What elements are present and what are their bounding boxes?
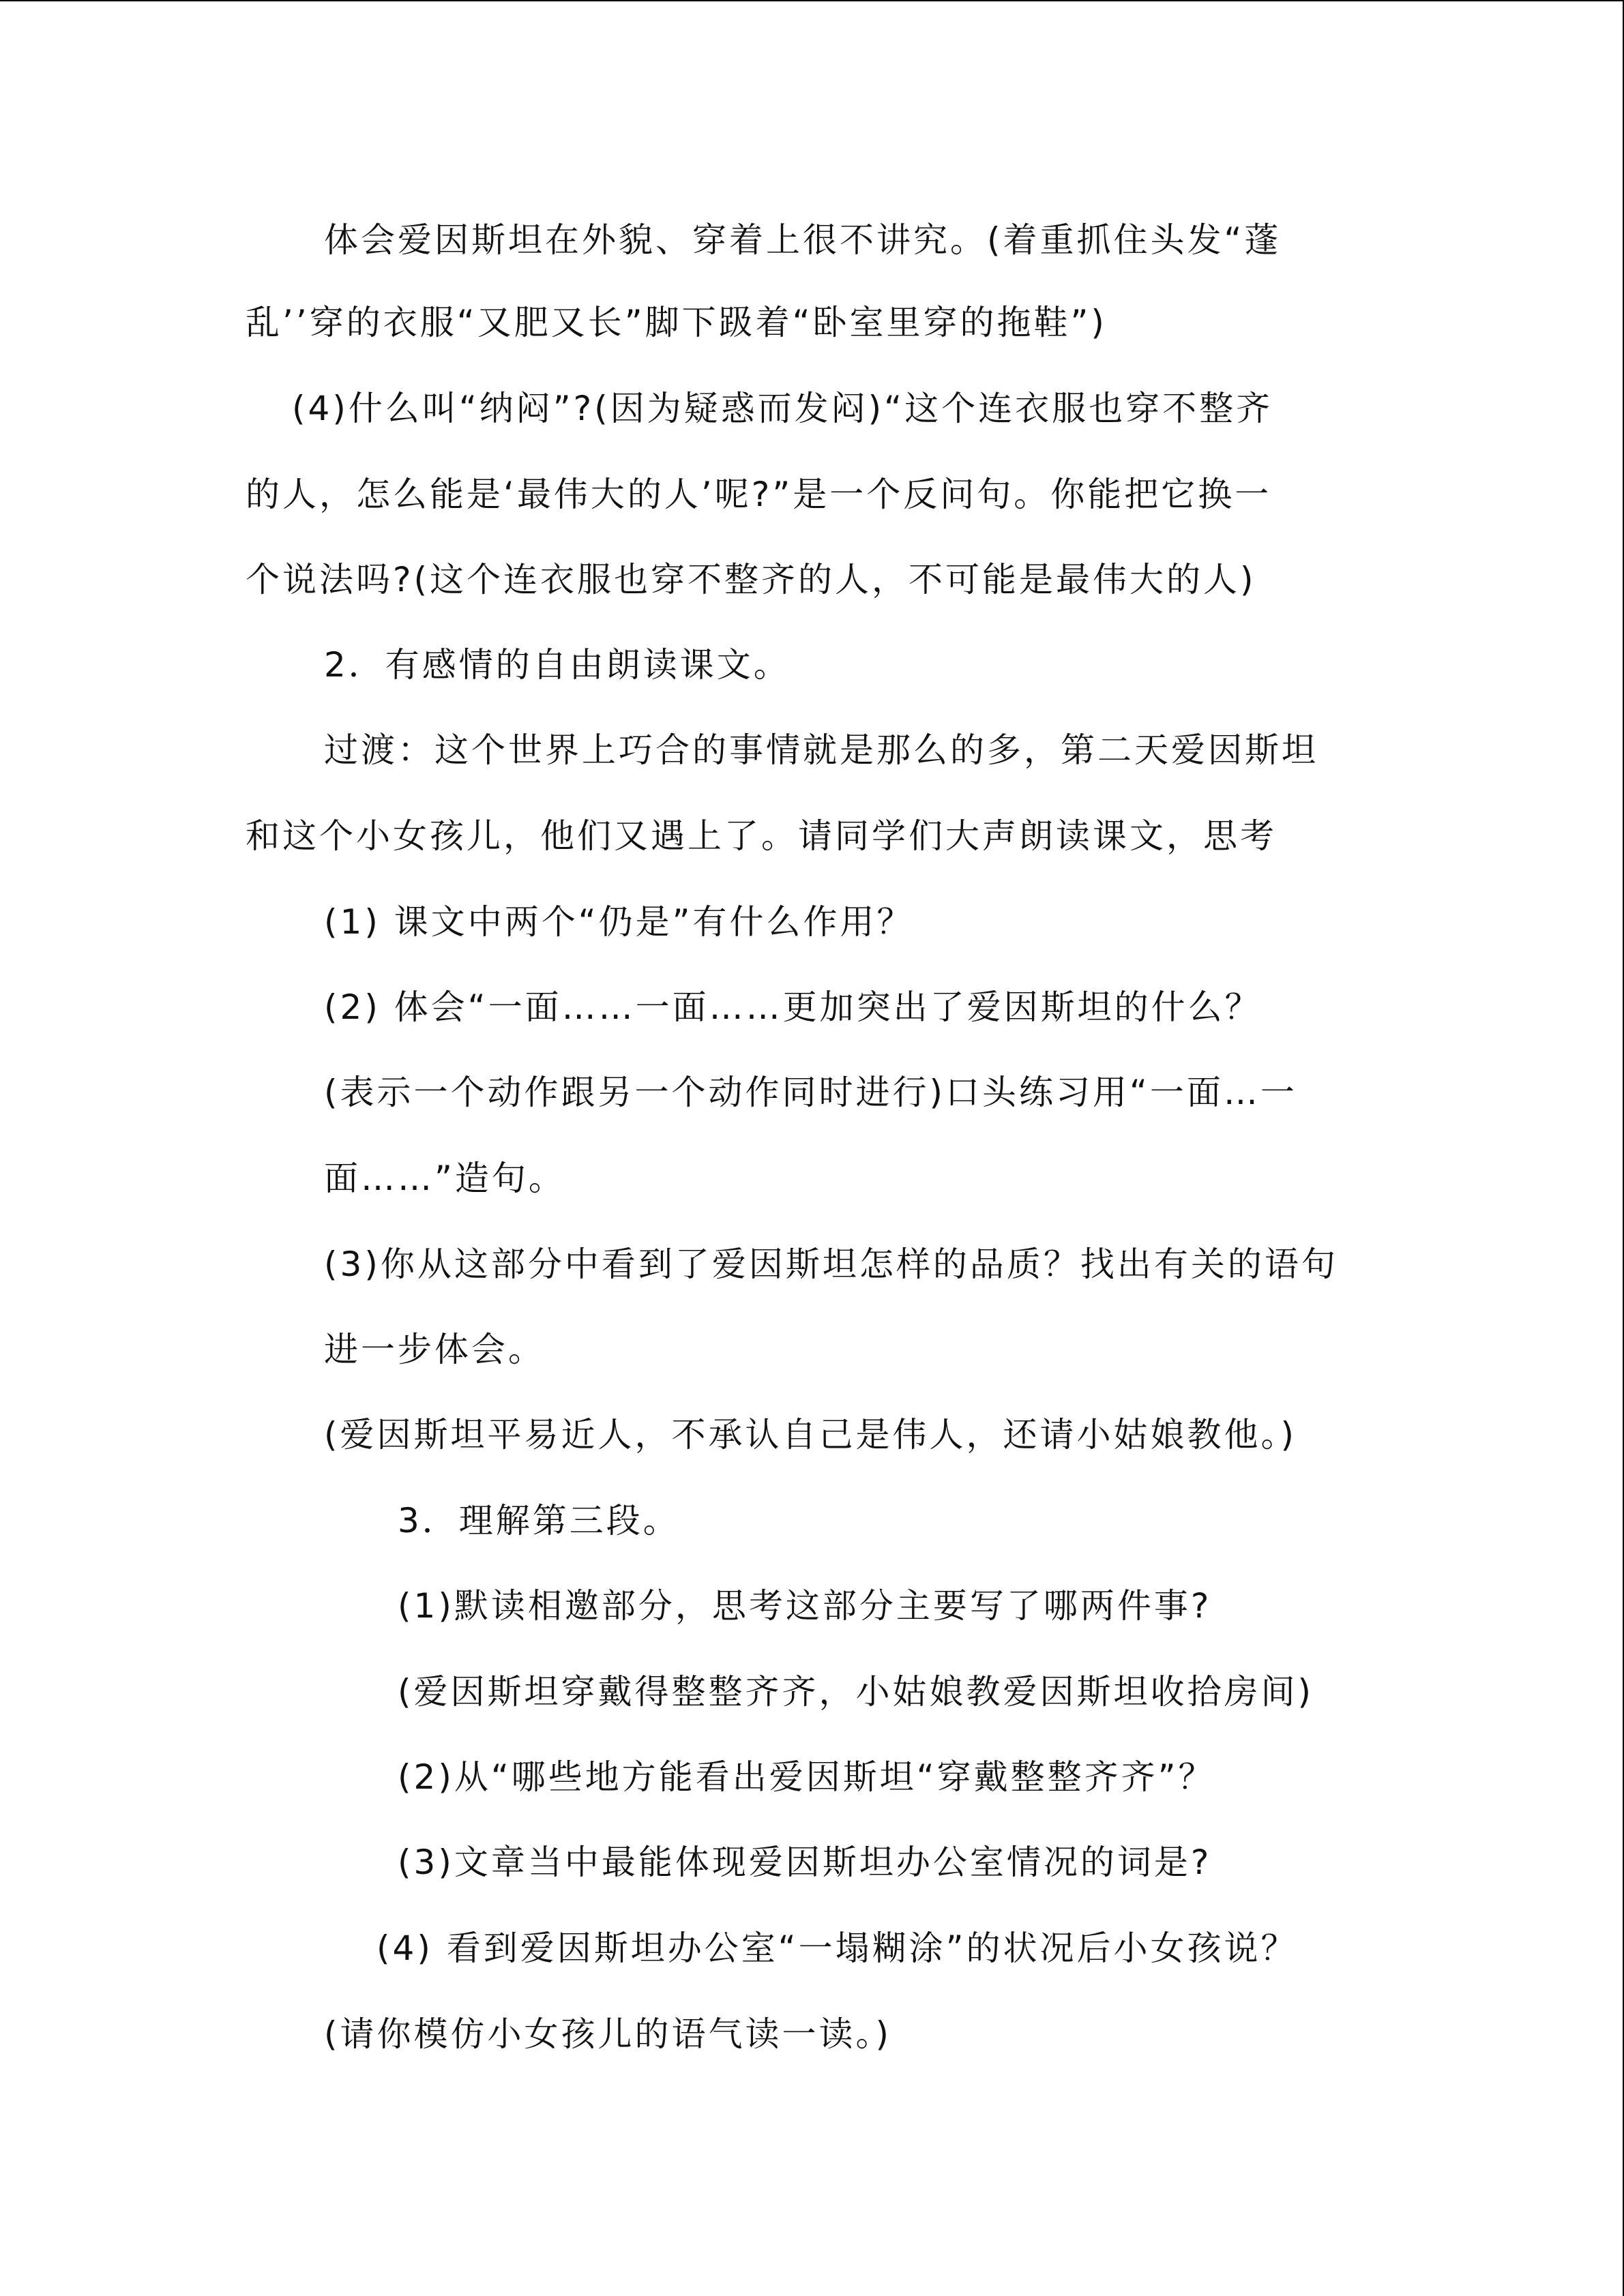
- text-line: 过渡：这个世界上巧合的事情就是那么的多，第二天爱因斯坦: [324, 730, 1318, 770]
- text-line: (3)文章当中最能体现爱因斯坦办公室情况的词是?: [398, 1843, 1212, 1882]
- text-line: (3)你从这部分中看到了爱因斯坦怎样的品质？找出有关的语句: [324, 1244, 1338, 1284]
- text-line: (爱因斯坦平易近人，不承认自己是伟人，还请小姑娘教他。): [324, 1415, 1297, 1455]
- text-line: 的人，怎么能是‘最伟大的人’呢?”是一个反问句。你能把它换一: [246, 475, 1272, 514]
- text-line: (2)从“哪些地方能看出爱因斯坦“穿戴整整齐齐”？: [398, 1757, 1215, 1797]
- text-line: 个说法吗?(这个连衣服也穿不整齐的人，不可能是最伟大的人): [246, 560, 1256, 599]
- text-line: 3．理解第三段。: [398, 1501, 680, 1540]
- text-line: (4)什么叫“纳闷”?(因为疑惑而发闷)“这个连衣服也穿不整齐: [292, 389, 1273, 428]
- text-line: 2．有感情的自由朗读课文。: [324, 645, 791, 685]
- text-line: (爱因斯坦穿戴得整整齐齐，小姑娘教爱因斯坦收拾房间): [398, 1672, 1314, 1712]
- text-line: (4) 看到爱因斯坦办公室“一塌糊涂”的状况后小女孩说？: [377, 1928, 1298, 1968]
- text-line: (2) 体会“一面……一面……更加突出了爱因斯坦的什么？: [324, 987, 1262, 1027]
- text-line: 和这个小女孩儿，他们又遇上了。请同学们大声朗读课文，思考: [246, 816, 1277, 856]
- text-line: 体会爱因斯坦在外貌、穿着上很不讲究。(着重抓住头发“蓬: [324, 220, 1282, 260]
- text-line: 进一步体会。: [324, 1330, 545, 1369]
- text-line: 面……”造句。: [324, 1159, 565, 1198]
- text-line: (请你模仿小女孩儿的语气读一读。): [324, 2014, 892, 2054]
- text-line: (1)默读相邀部分，思考这部分主要写了哪两件事?: [398, 1586, 1212, 1626]
- text-line: (表示一个动作跟另一个动作同时进行)口头练习用“一面…一: [324, 1073, 1297, 1112]
- text-line: 乱’’穿的衣服“又肥又长”脚下趿着“卧室里穿的拖鞋”): [246, 303, 1107, 342]
- text-line: (1) 课文中两个“仍是”有什么作用？: [324, 902, 914, 942]
